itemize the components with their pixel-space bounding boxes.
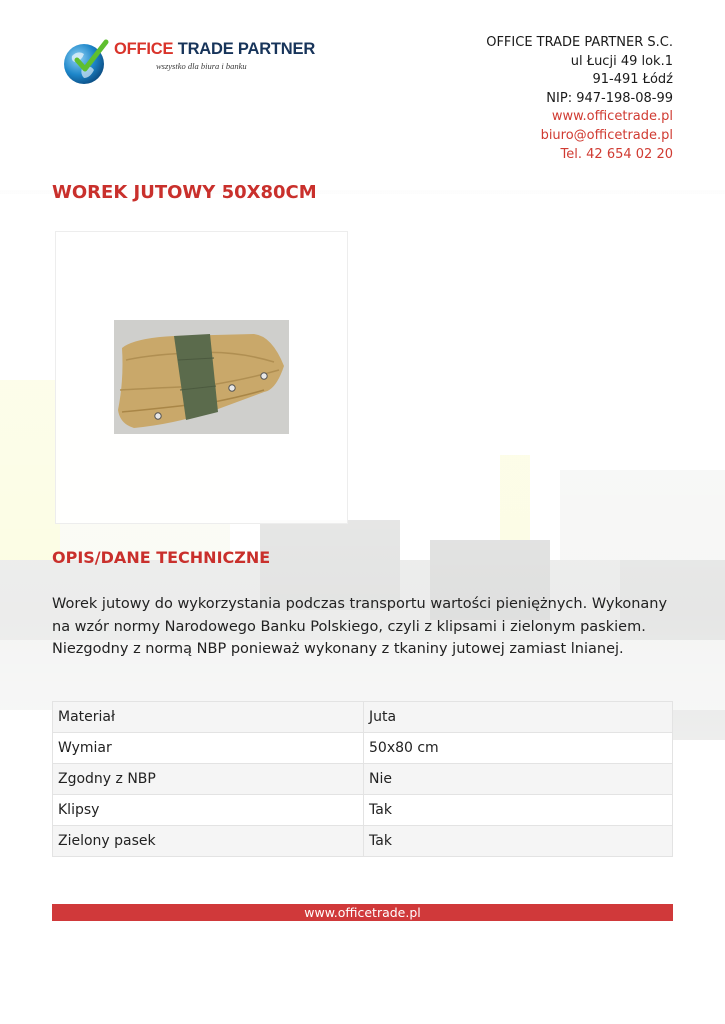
logo-tagline: wszystko dla biura i banku bbox=[156, 61, 247, 71]
jute-sack-image bbox=[114, 320, 289, 434]
jute-sack-photo bbox=[114, 320, 289, 434]
company-nip: NIP: 947-198-08-99 bbox=[546, 90, 673, 106]
logo-word-office: OFFICE bbox=[114, 40, 174, 58]
product-photo-frame bbox=[55, 231, 348, 524]
spec-label: Zgodny z NBP bbox=[53, 764, 364, 795]
spec-value: Juta bbox=[364, 702, 673, 733]
spec-label: Wymiar bbox=[53, 733, 364, 764]
spec-value: Tak bbox=[364, 795, 673, 826]
spec-table bbox=[52, 701, 673, 857]
company-email-link[interactable]: biuro@officetrade.pl bbox=[540, 127, 673, 143]
company-phone: Tel. 42 654 02 20 bbox=[560, 146, 673, 162]
company-website-link[interactable]: www.officetrade.pl bbox=[551, 109, 673, 125]
table-row bbox=[53, 733, 673, 764]
table-row bbox=[53, 826, 673, 857]
logo-word-trade-partner: TRADE PARTNER bbox=[177, 40, 316, 58]
table-row bbox=[53, 702, 673, 733]
company-logo bbox=[62, 36, 316, 88]
table-row bbox=[53, 764, 673, 795]
spec-value: 50x80 cm bbox=[364, 733, 673, 764]
product-title: WOREK JUTOWY 50X80CM bbox=[52, 182, 317, 203]
company-street: ul Łucji 49 lok.1 bbox=[570, 53, 673, 69]
table-row bbox=[53, 795, 673, 826]
company-name: OFFICE TRADE PARTNER S.C. bbox=[486, 35, 673, 50]
globe-checkmark-icon bbox=[62, 36, 114, 88]
spec-label: Materiał bbox=[53, 702, 364, 733]
footer-website-bar[interactable]: www.officetrade.pl bbox=[52, 904, 673, 921]
product-description: Worek jutowy do wykorzystania podczas transportu wartości pieniężnych. Wykonany na wzór normy Narodowego Banku Polskiego, czyli z klipsami i zielonym paskiem. Niezgodny z normą NBP ponieważ wykonany z tkaniny jutowej zamiast lnianej. bbox=[52, 596, 668, 657]
section-title-technical: OPIS/DANE TECHNICZNE bbox=[52, 548, 271, 567]
company-contact-block bbox=[486, 34, 673, 164]
spec-label: Klipsy bbox=[53, 795, 364, 826]
spec-value: Tak bbox=[364, 826, 673, 857]
company-city: 91-491 Łódź bbox=[592, 72, 673, 88]
spec-label: Zielony pasek bbox=[53, 826, 364, 857]
spec-value: Nie bbox=[364, 764, 673, 795]
logo-wordmark bbox=[114, 40, 315, 59]
